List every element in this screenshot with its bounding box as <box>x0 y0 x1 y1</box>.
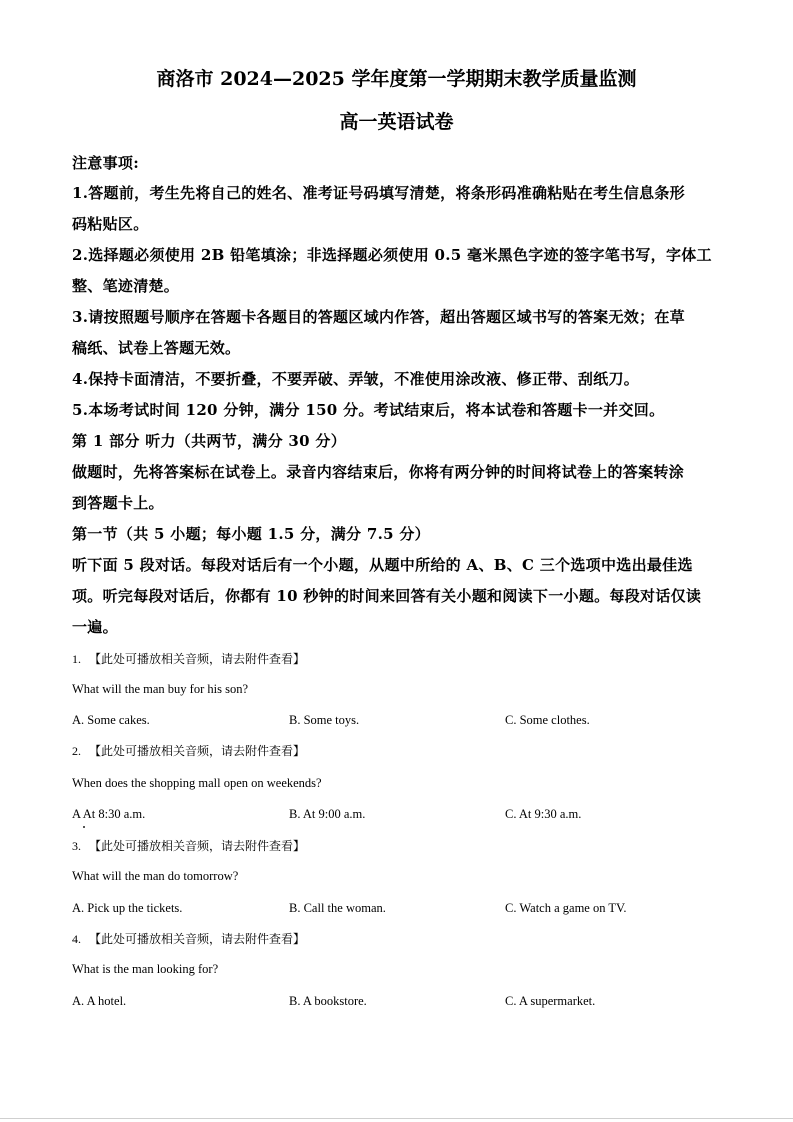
note-1-line-2: 码粘贴区。 <box>72 215 149 233</box>
question-1-option-b: B. Some toys. <box>289 713 360 727</box>
notes-heading: 注意事项: <box>72 154 140 172</box>
question-3-text: What will the man do tomorrow? <box>72 869 239 883</box>
question-1-audio-prompt <box>72 650 305 667</box>
audio-prompt-text: 【此处可播放相关音频，请去附件查看】 <box>89 839 306 853</box>
note-5: 5.本场考试时间 120 分钟，满分 150 分。考试结束后，将本试卷和答题卡一并交回。 <box>72 401 665 419</box>
question-4-option-b: B. A bookstore. <box>289 994 367 1008</box>
question-1-option-c: C. Some clothes. <box>505 713 590 727</box>
note-1-line-1: 1.答题前，考生先将自己的姓名、准考证号码填写清楚，将条形码准确粘贴在考生信息条形 <box>72 184 685 202</box>
audio-prompt-text: 【此处可播放相关音频，请去附件查看】 <box>89 932 306 946</box>
section1-instruction-line-1: 听下面 5 段对话。每段对话后有一个小题，从题中所给的 A、B、C 三个选项中选出最佳选 <box>72 556 693 574</box>
exam-subtitle: 高一英语试卷 <box>339 111 454 133</box>
question-2-option-b: B. At 9:00 a.m. <box>289 807 366 821</box>
audio-prompt-text: 【此处可播放相关音频，请去附件查看】 <box>89 652 306 666</box>
question-2-number: 2. <box>72 744 81 758</box>
page-bottom-divider <box>0 1118 793 1119</box>
question-4-text: What is the man looking for? <box>72 962 219 976</box>
question-3-option-b: B. Call the woman. <box>289 901 386 915</box>
question-1-text: What will the man buy for his son? <box>72 682 249 696</box>
note-2-line-1: 2.选择题必须使用 2B 铅笔填涂；非选择题必须使用 0.5 毫米黑色字迹的签字笔书写，字体工 <box>72 246 712 264</box>
question-3-number: 3. <box>72 839 81 853</box>
question-3-option-a: A. Pick up the tickets. <box>72 901 183 915</box>
question-1-option-a: A. Some cakes. <box>72 713 150 727</box>
part1-instruction-line-1: 做题时，先将答案标在试卷上。录音内容结束后，你将有两分钟的时间将试卷上的答案转涂 <box>72 463 685 481</box>
audio-prompt-text: 【此处可播放相关音频，请去附件查看】 <box>89 744 306 758</box>
question-2-audio-prompt <box>72 742 305 759</box>
note-3-line-1: 3.请按照题号顺序在答题卡各题目的答题区域内作答，超出答题区域书写的答案无效；在草 <box>72 308 685 326</box>
question-4-number: 4. <box>72 932 81 946</box>
exam-title: 商洛市 2024—2025 学年度第一学期期末教学质量监测 <box>156 68 637 90</box>
question-3-option-c: C. Watch a game on TV. <box>505 901 627 915</box>
question-2-option-c: C. At 9:30 a.m. <box>505 807 582 821</box>
section1-instruction-line-2: 项。听完每段对话后，你都有 10 秒钟的时间来回答有关小题和阅读下一小题。每段对话仅读 <box>72 587 702 605</box>
question-3-audio-prompt <box>72 837 305 854</box>
note-3-line-2: 稿纸、试卷上答题无效。 <box>72 339 241 357</box>
question-4-audio-prompt <box>72 930 305 947</box>
part1-instruction-line-2: 到答题卡上。 <box>72 494 164 512</box>
note-4: 4.保持卡面清洁，不要折叠，不要弄破、弄皱，不准使用涂改液、修正带、刮纸刀。 <box>72 370 640 388</box>
question-1-number: 1. <box>72 652 81 666</box>
stray-dot-mark <box>83 826 85 828</box>
part1-heading: 第 1 部分 听力（共两节，满分 30 分） <box>72 432 347 450</box>
section1-instruction-line-3: 一遍。 <box>72 618 118 636</box>
section1-heading: 第一节（共 5 小题；每小题 1.5 分，满分 7.5 分） <box>72 525 430 543</box>
question-2-option-a: A At 8:30 a.m. <box>72 807 146 821</box>
note-2-line-2: 整、笔迹清楚。 <box>72 277 180 295</box>
question-4-option-c: C. A supermarket. <box>505 994 596 1008</box>
question-2-text: When does the shopping mall open on weekends? <box>72 776 322 790</box>
question-4-option-a: A. A hotel. <box>72 994 127 1008</box>
